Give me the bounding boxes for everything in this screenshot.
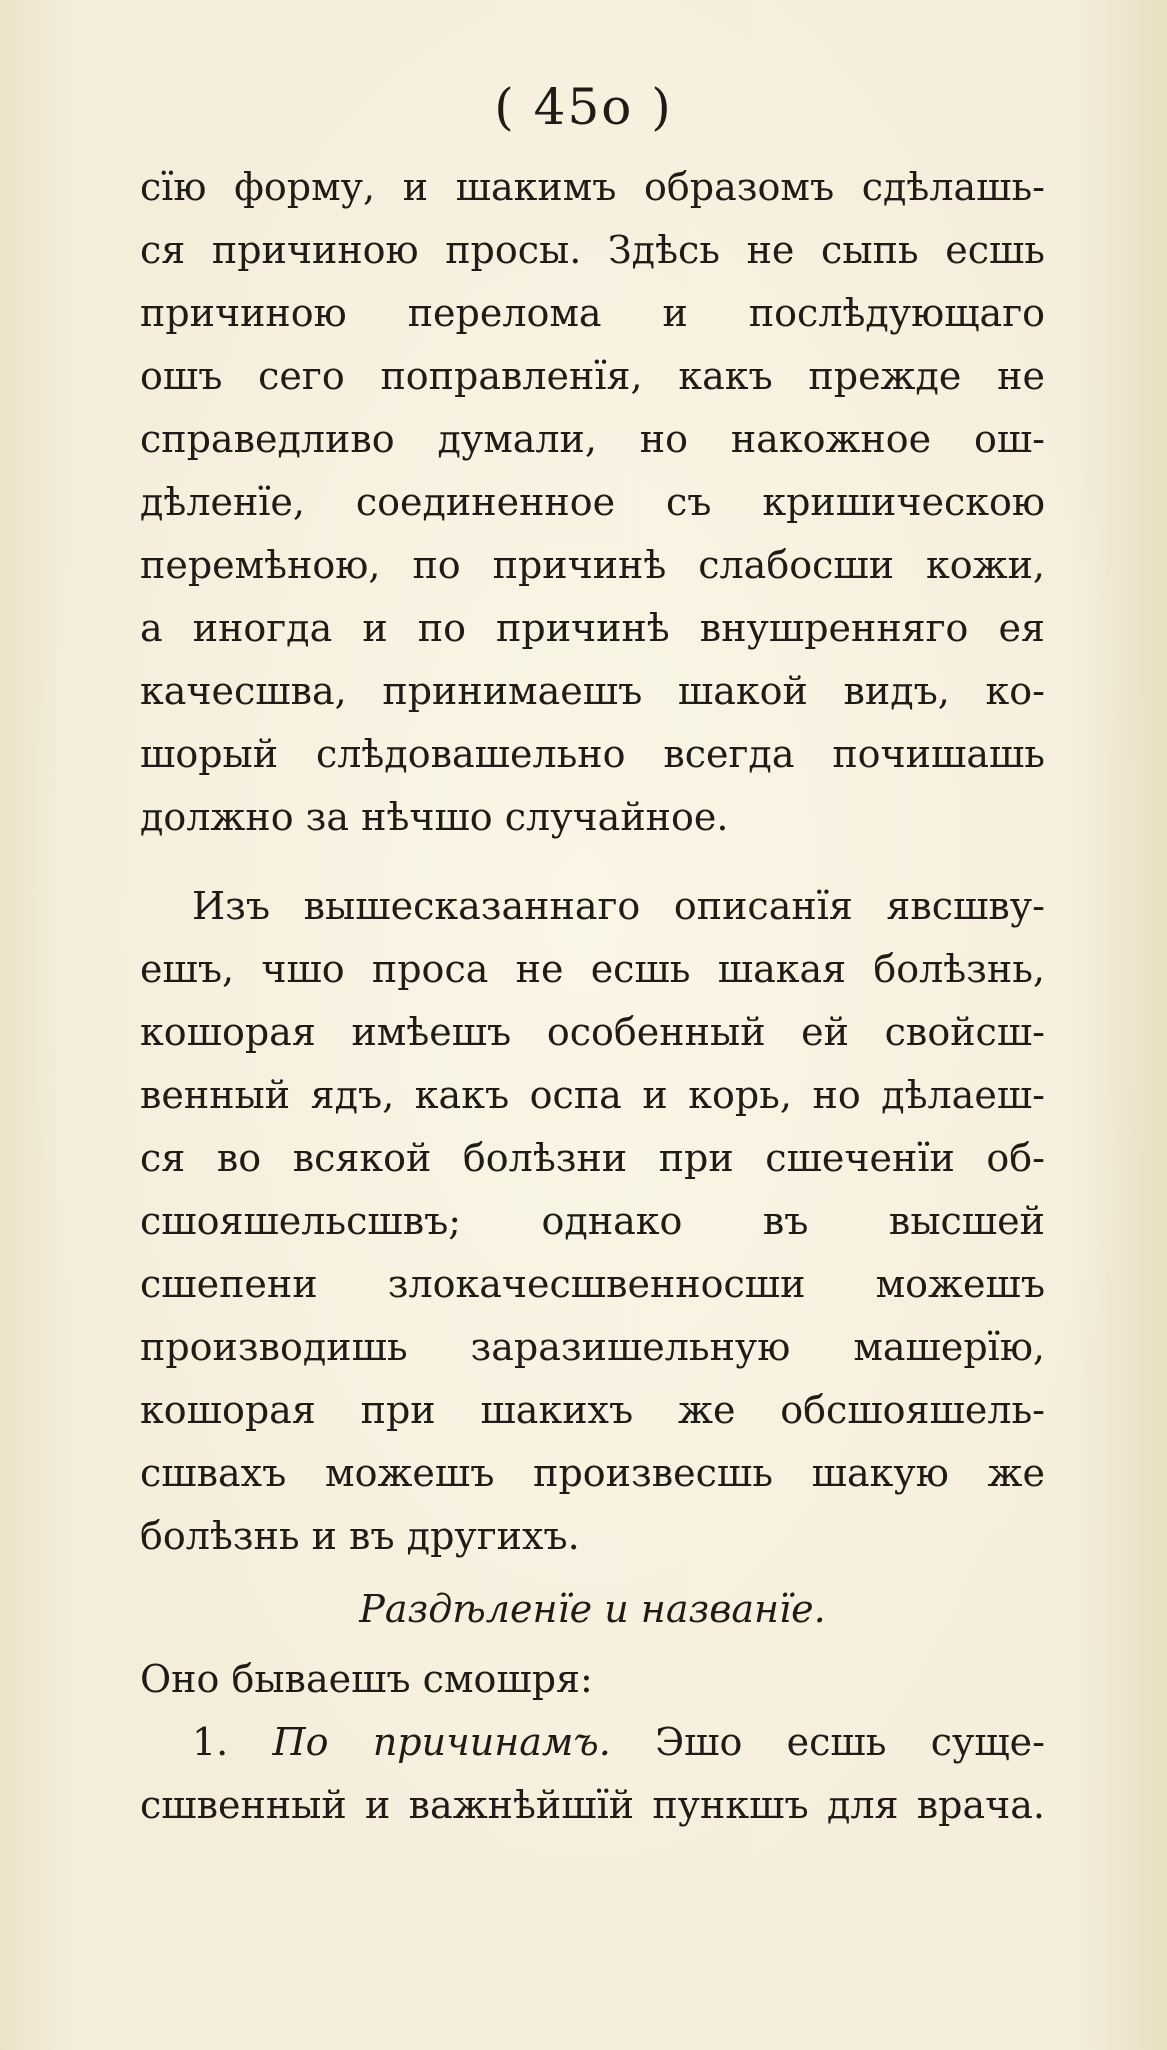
list-item-text: Эшо есшь сущe-: [655, 1720, 1045, 1764]
text-line: ся причиною просы. Здѣсь не сыпь есшь: [140, 228, 1045, 272]
text-line: ся во всякой болѣзни при сшеченїи об-: [140, 1136, 1045, 1180]
page-number: ( 45о ): [494, 78, 673, 136]
list-item-title: По причинамъ.: [272, 1720, 611, 1764]
text-line: шорый слѣдовашельно всегда почишашь: [140, 732, 1045, 776]
text-line: сшепени злокачесшвенносши можешъ: [140, 1262, 1045, 1306]
text-line: кошорая имѣешъ особенный ей свойсш-: [140, 1010, 1045, 1054]
list-item-1: [140, 1711, 1045, 1774]
paragraph-gap: [140, 849, 1045, 875]
text-line: дѣленїе, соединенное съ кришическою: [140, 480, 1045, 524]
text-line: производишь заразишельную машерїю,: [140, 1325, 1045, 1369]
text-line: болѣзнь и въ другихъ.: [140, 1514, 580, 1558]
text-line: Изъ вышесказаннаго описанїя явсшву-: [192, 884, 1045, 928]
text-line: качесшва, принимаешъ шакой видъ, ко-: [140, 669, 1045, 713]
paragraph-2: [140, 875, 1045, 1568]
text-line: сшвахъ можешъ произвесшь шакую же: [140, 1451, 1045, 1495]
text-line: сшвенный и важнѣйшїй пункшъ для врача.: [140, 1783, 1045, 1827]
text-line: сшояшельсшвъ; однако въ высшей: [140, 1199, 1045, 1243]
page-text: [140, 156, 1045, 1837]
text-line: кошорая при шакихъ же обсшояшель-: [140, 1388, 1045, 1432]
text-line: справедливо думали, но накожное ош-: [140, 417, 1045, 461]
list-item-number: 1.: [192, 1720, 229, 1764]
text-line: сїю форму, и шакимъ образомъ сдѣлашь-: [140, 165, 1045, 209]
paragraph-1: [140, 156, 1045, 849]
intro-line: Оно бываешъ смошря:: [140, 1657, 593, 1701]
section-heading: Раздѣленїе и названїе.: [359, 1587, 826, 1631]
text-line: а иногда и по причинѣ внушренняго ея: [140, 606, 1045, 650]
text-line: должно за нѣчшо случайное.: [140, 795, 729, 839]
text-line: причиною перелома и послѣдующаго: [140, 291, 1045, 335]
text-line: перемѣною, по причинѣ слабосши кожи,: [140, 543, 1045, 587]
text-line: ешъ, чшо проса не есшь шакая болѣзнь,: [140, 947, 1045, 991]
text-line: венный ядъ, какъ оспа и корь, но дѣлаеш-: [140, 1073, 1045, 1117]
text-line: ошъ сего поправленїя, какъ прежде не: [140, 354, 1045, 398]
